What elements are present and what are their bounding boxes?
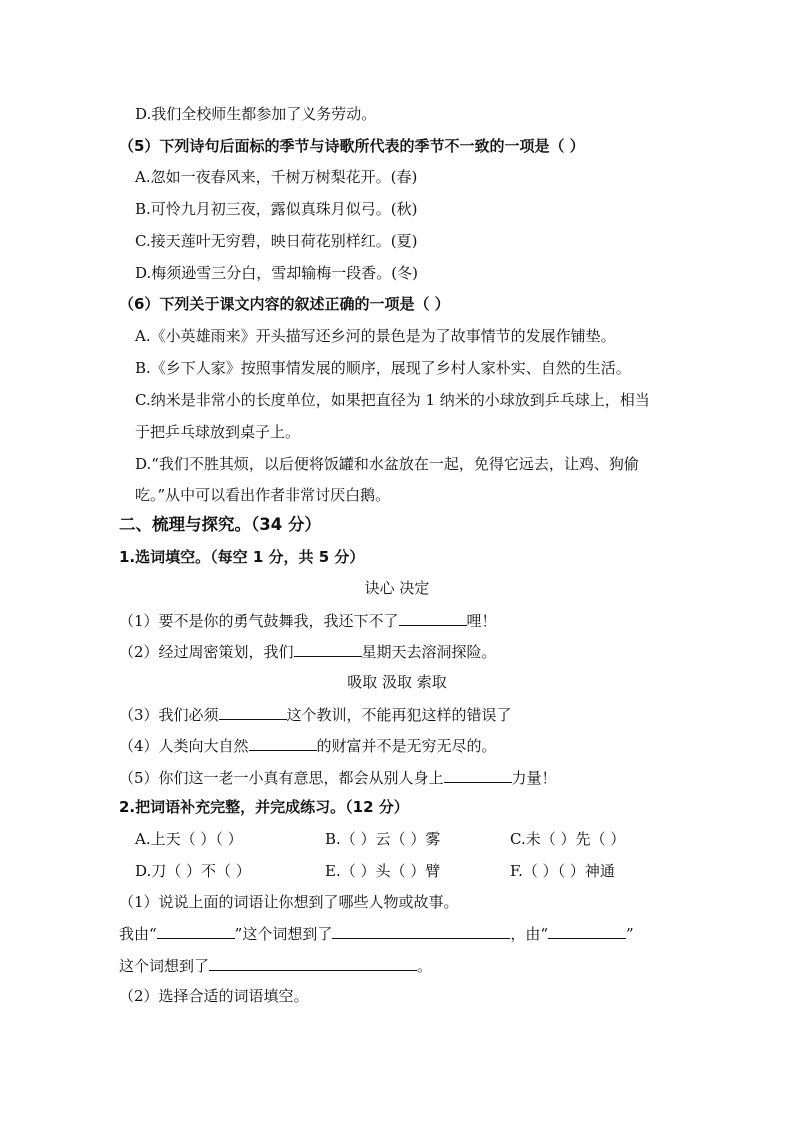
sentence-text: （2）经过周密策划，我们 [119,643,294,661]
fill-blank[interactable] [399,610,467,626]
q6-option-a: A.《小英雄雨来》开头描写还乡河的景色是为了故事情节的发展作铺垫。 [135,327,616,345]
idiom-e: E.（ ）头（ ）臂 [325,862,441,880]
fill-blank[interactable] [294,641,362,657]
sentence-text: 力量！ [511,769,557,787]
q1-sentence-1 [119,610,497,631]
sentence-text: （5）你们这一老一小真有意思，都会从别人身上 [119,769,444,787]
idiom-d: D.刀（ ）不（ ） [135,862,251,880]
fill-blank[interactable] [209,955,417,971]
q5-stem: （5）下列诗句后面标的季节与诗歌所代表的季节不一致的一项是（ ） [119,137,585,155]
fill-blank[interactable] [249,735,317,751]
q5-option-a: A.忽如一夜春风来，千树万树梨花开。(春) [135,168,418,186]
sentence-text: 这个教训，不能再犯这样的错误了 [286,706,512,724]
section-heading: 二、梳理与探究。（34 分） [119,515,321,534]
idiom-c: C.未（ ）先（ ） [510,830,626,848]
q5-option-b: B.可怜九月初三夜，露似真珠月似弓。(秋) [135,200,418,218]
answer-text: ，由“ [510,925,549,943]
idiom-a: A.上天（ ）（ ） [135,830,243,848]
answer-text: ”这个词想到了 [234,925,333,943]
fill-blank[interactable] [157,923,235,939]
q1-sentence-4 [119,735,497,756]
sentence-text: 哩！ [466,612,497,630]
q6-option-c-line1: C.纳米是非常小的长度单位，如果把直径为 1 纳米的小球放到乒乓球上，相当 [135,391,650,409]
q6-option-d-line2: 吃。”从中可以看出作者非常讨厌白鹅。 [135,486,391,504]
q1-option-d: D.我们全校师生都参加了义务劳动。 [135,105,377,123]
idiom-b: B.（ ）云（ ）雾 [325,830,441,848]
q1-sentence-5 [119,767,557,788]
q6-stem: （6）下列关于课文内容的叙述正确的一项是（ ） [119,295,450,313]
q6-option-d-line1: D.“我们不胜其烦，以后便将饭罐和水盆放在一起，免得它远去，让鸡、狗偷 [135,455,639,473]
q5-option-d: D.梅须逊雪三分白，雪却输梅一段香。(冬) [135,264,418,282]
fill-blank[interactable] [219,704,287,720]
sentence-text: （4）人类向大自然 [119,737,249,755]
answer-text: 。 [417,957,433,975]
fill-blank[interactable] [548,923,626,939]
q2-sub1: （1）说说上面的词语让你想到了哪些人物或故事。 [119,893,459,911]
word-bank-2: 吸取 汲取 索取 [347,673,447,691]
fill-blank[interactable] [444,767,512,783]
q6-option-b: B.《乡下人家》按照事情发展的顺序，展现了乡村人家朴实、自然的生活。 [135,359,631,377]
q1-sentence-3 [119,704,512,725]
q2-sub2: （2）选择合适的词语填空。 [119,987,309,1005]
q2-title: 2.把词语补充完整，并完成练习。（12 分） [119,798,409,816]
answer-text: 我由“ [119,925,157,943]
idiom-f: F.（ ）（ ）神通 [510,862,615,880]
word-bank-1: 诀心 决定 [364,579,430,597]
q1-title: 1.选词填空。（每空 1 分，共 5 分） [119,548,365,566]
sentence-text: （3）我们必须 [119,706,219,724]
q2-sub1-answer-line1 [119,923,634,944]
sentence-text: （1）要不是你的勇气鼓舞我，我还下不了 [119,612,399,630]
answer-text: ” [626,925,634,943]
fill-blank[interactable] [332,923,510,939]
q5-option-c: C.接天莲叶无穷碧，映日荷花别样红。(夏) [135,232,418,250]
q1-sentence-2 [119,641,497,662]
q6-option-c-line2: 于把乒乓球放到桌子上。 [135,423,301,441]
sentence-text: 星期天去溶洞探险。 [361,643,497,661]
sentence-text: 的财富并不是无穷无尽的。 [316,737,497,755]
q2-sub1-answer-line2 [119,955,432,976]
answer-text: 这个词想到了 [119,957,210,975]
